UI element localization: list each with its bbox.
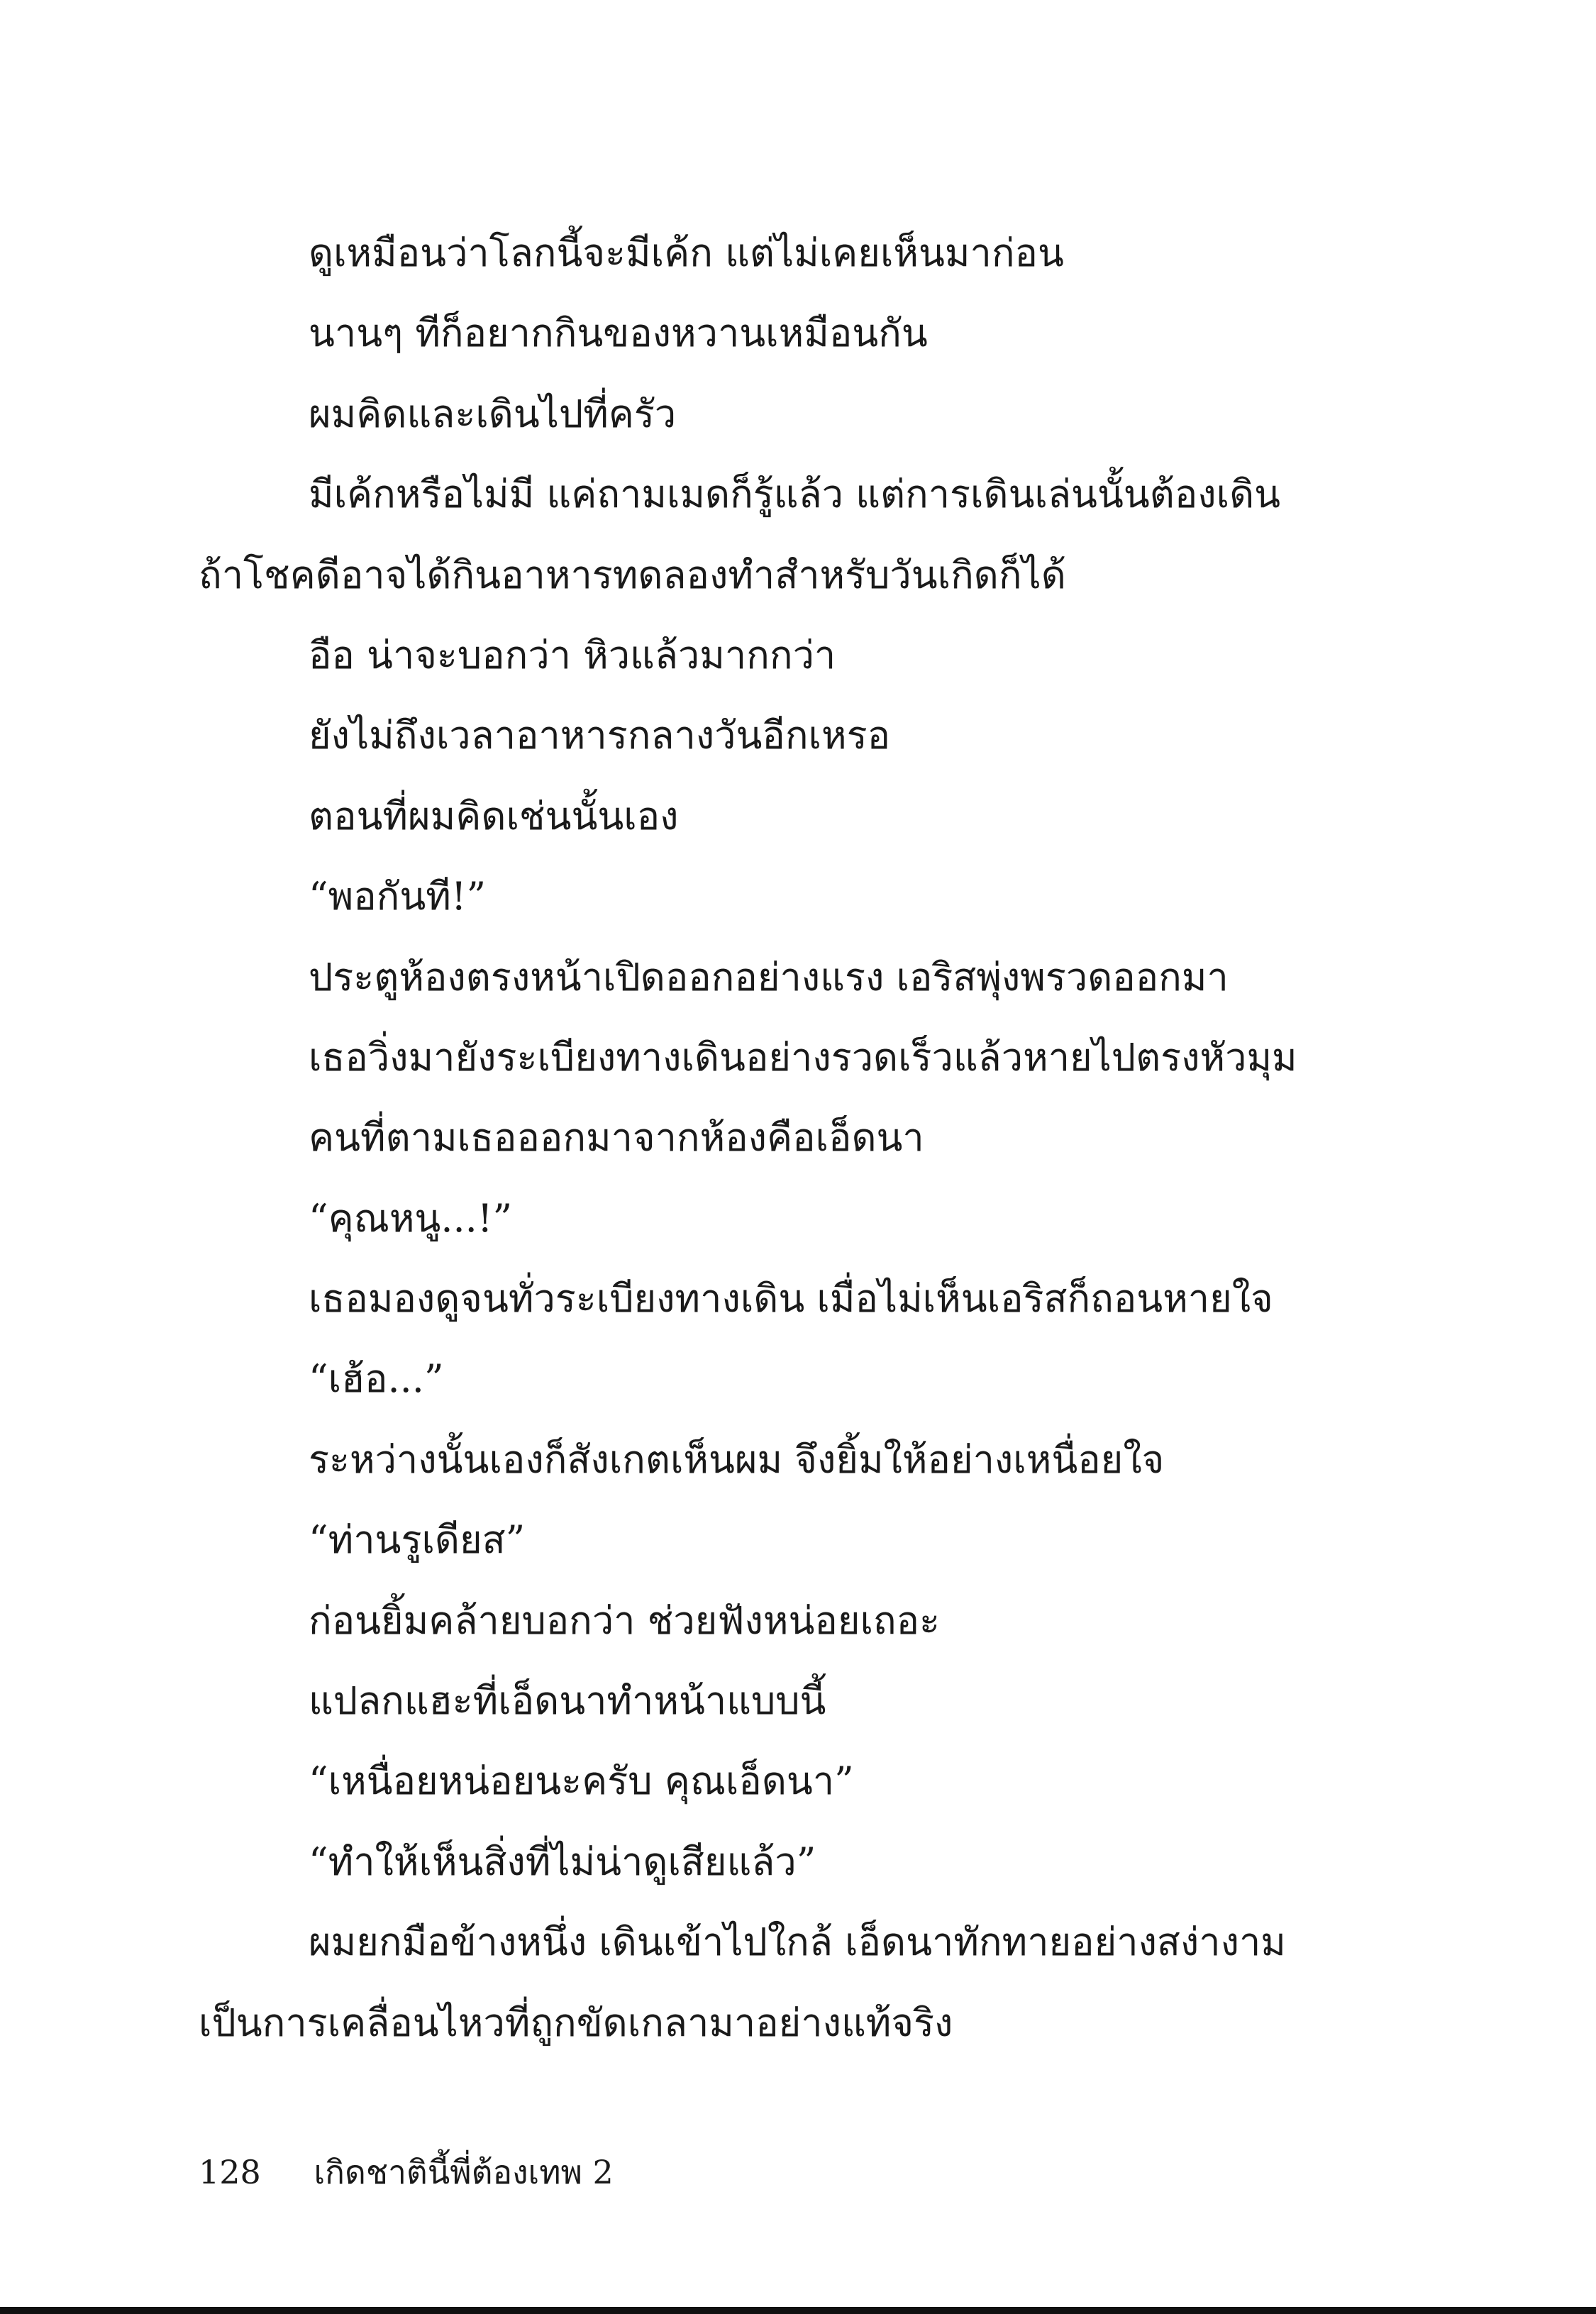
body-text [199,213,1319,2063]
text-line: ผมยกมือข้างหนึ่ง เดินเข้าไปใกล้ เอ็ดนาทักทายอย่างสง่างาม [309,1920,1286,1965]
text-line: ยังไม่ถึงเวลาอาหารกลางวันอีกเหรอ [309,713,891,758]
text-line: ก่อนยิ้มคล้ายบอกว่า ช่วยฟังหน่อยเถอะ [309,1598,941,1643]
text-line: แปลกแฮะที่เอ็ดนาทำหน้าแบบนี้ [309,1678,826,1724]
bottom-edge-rule [0,2307,1596,2314]
text-line: “ท่านรูเดียส” [309,1517,526,1563]
text-line: “ทำให้เห็นสิ่งที่ไม่น่าดูเสียแล้ว” [309,1839,816,1884]
page-footer [199,2149,614,2195]
text-line: ดูเหมือนว่าโลกนี้จะมีเค้ก แต่ไม่เคยเห็นมาก่อน [309,231,1064,275]
text-line: อือ น่าจะบอกว่า หิวแล้วมากกว่า [309,632,836,677]
text-line: เธอวิ่งมายังระเบียงทางเดินอย่างรวดเร็วแล้วหายไปตรงหัวมุม [309,1034,1297,1080]
text-line: “พอกันที!” [309,874,487,919]
text-line: ระหว่างนั้นเองก็สังเกตเห็นผม จึงยิ้มให้อย่างเหนื่อยใจ [309,1436,1165,1482]
text-line: ตอนที่ผมคิดเช่นนั้นเอง [309,793,679,838]
text-line: “คุณหนู...!” [309,1195,513,1241]
text-line: ประตูห้องตรงหน้าเปิดออกอย่างแรง เอริสพุ่งพรวดออกมา [309,954,1229,1000]
text-line: เป็นการเคลื่อนไหวที่ถูกขัดเกลามาอย่างแท้จริง [199,2000,953,2045]
text-line: นานๆ ทีก็อยากกินของหวานเหมือนกัน [309,311,928,356]
text-line: ถ้าโชคดีอาจได้กินอาหารทดลองทำสำหรับวันเกิดก็ได้ [199,552,1066,597]
text-line: เธอมองดูจนทั่วระเบียงทางเดิน เมื่อไม่เห็นเอริสก็ถอนหายใจ [309,1276,1273,1322]
text-line: “เหนื่อยหน่อยนะครับ คุณเอ็ดนา” [309,1759,854,1804]
text-line: มีเค้กหรือไม่มี แค่ถามเมดก็รู้แล้ว แต่การเดินเล่นนั้นต้องเดิน [309,472,1281,517]
page-number: 128 [199,2153,261,2191]
text-line: “เฮ้อ...” [309,1356,444,1402]
text-line: ผมคิดและเดินไปที่ครัว [309,391,677,436]
running-title: เกิดชาตินี้พี่ต้องเทพ 2 [314,2153,614,2191]
text-line: คนที่ตามเธอออกมาจากห้องคือเอ็ดนา [309,1115,924,1161]
